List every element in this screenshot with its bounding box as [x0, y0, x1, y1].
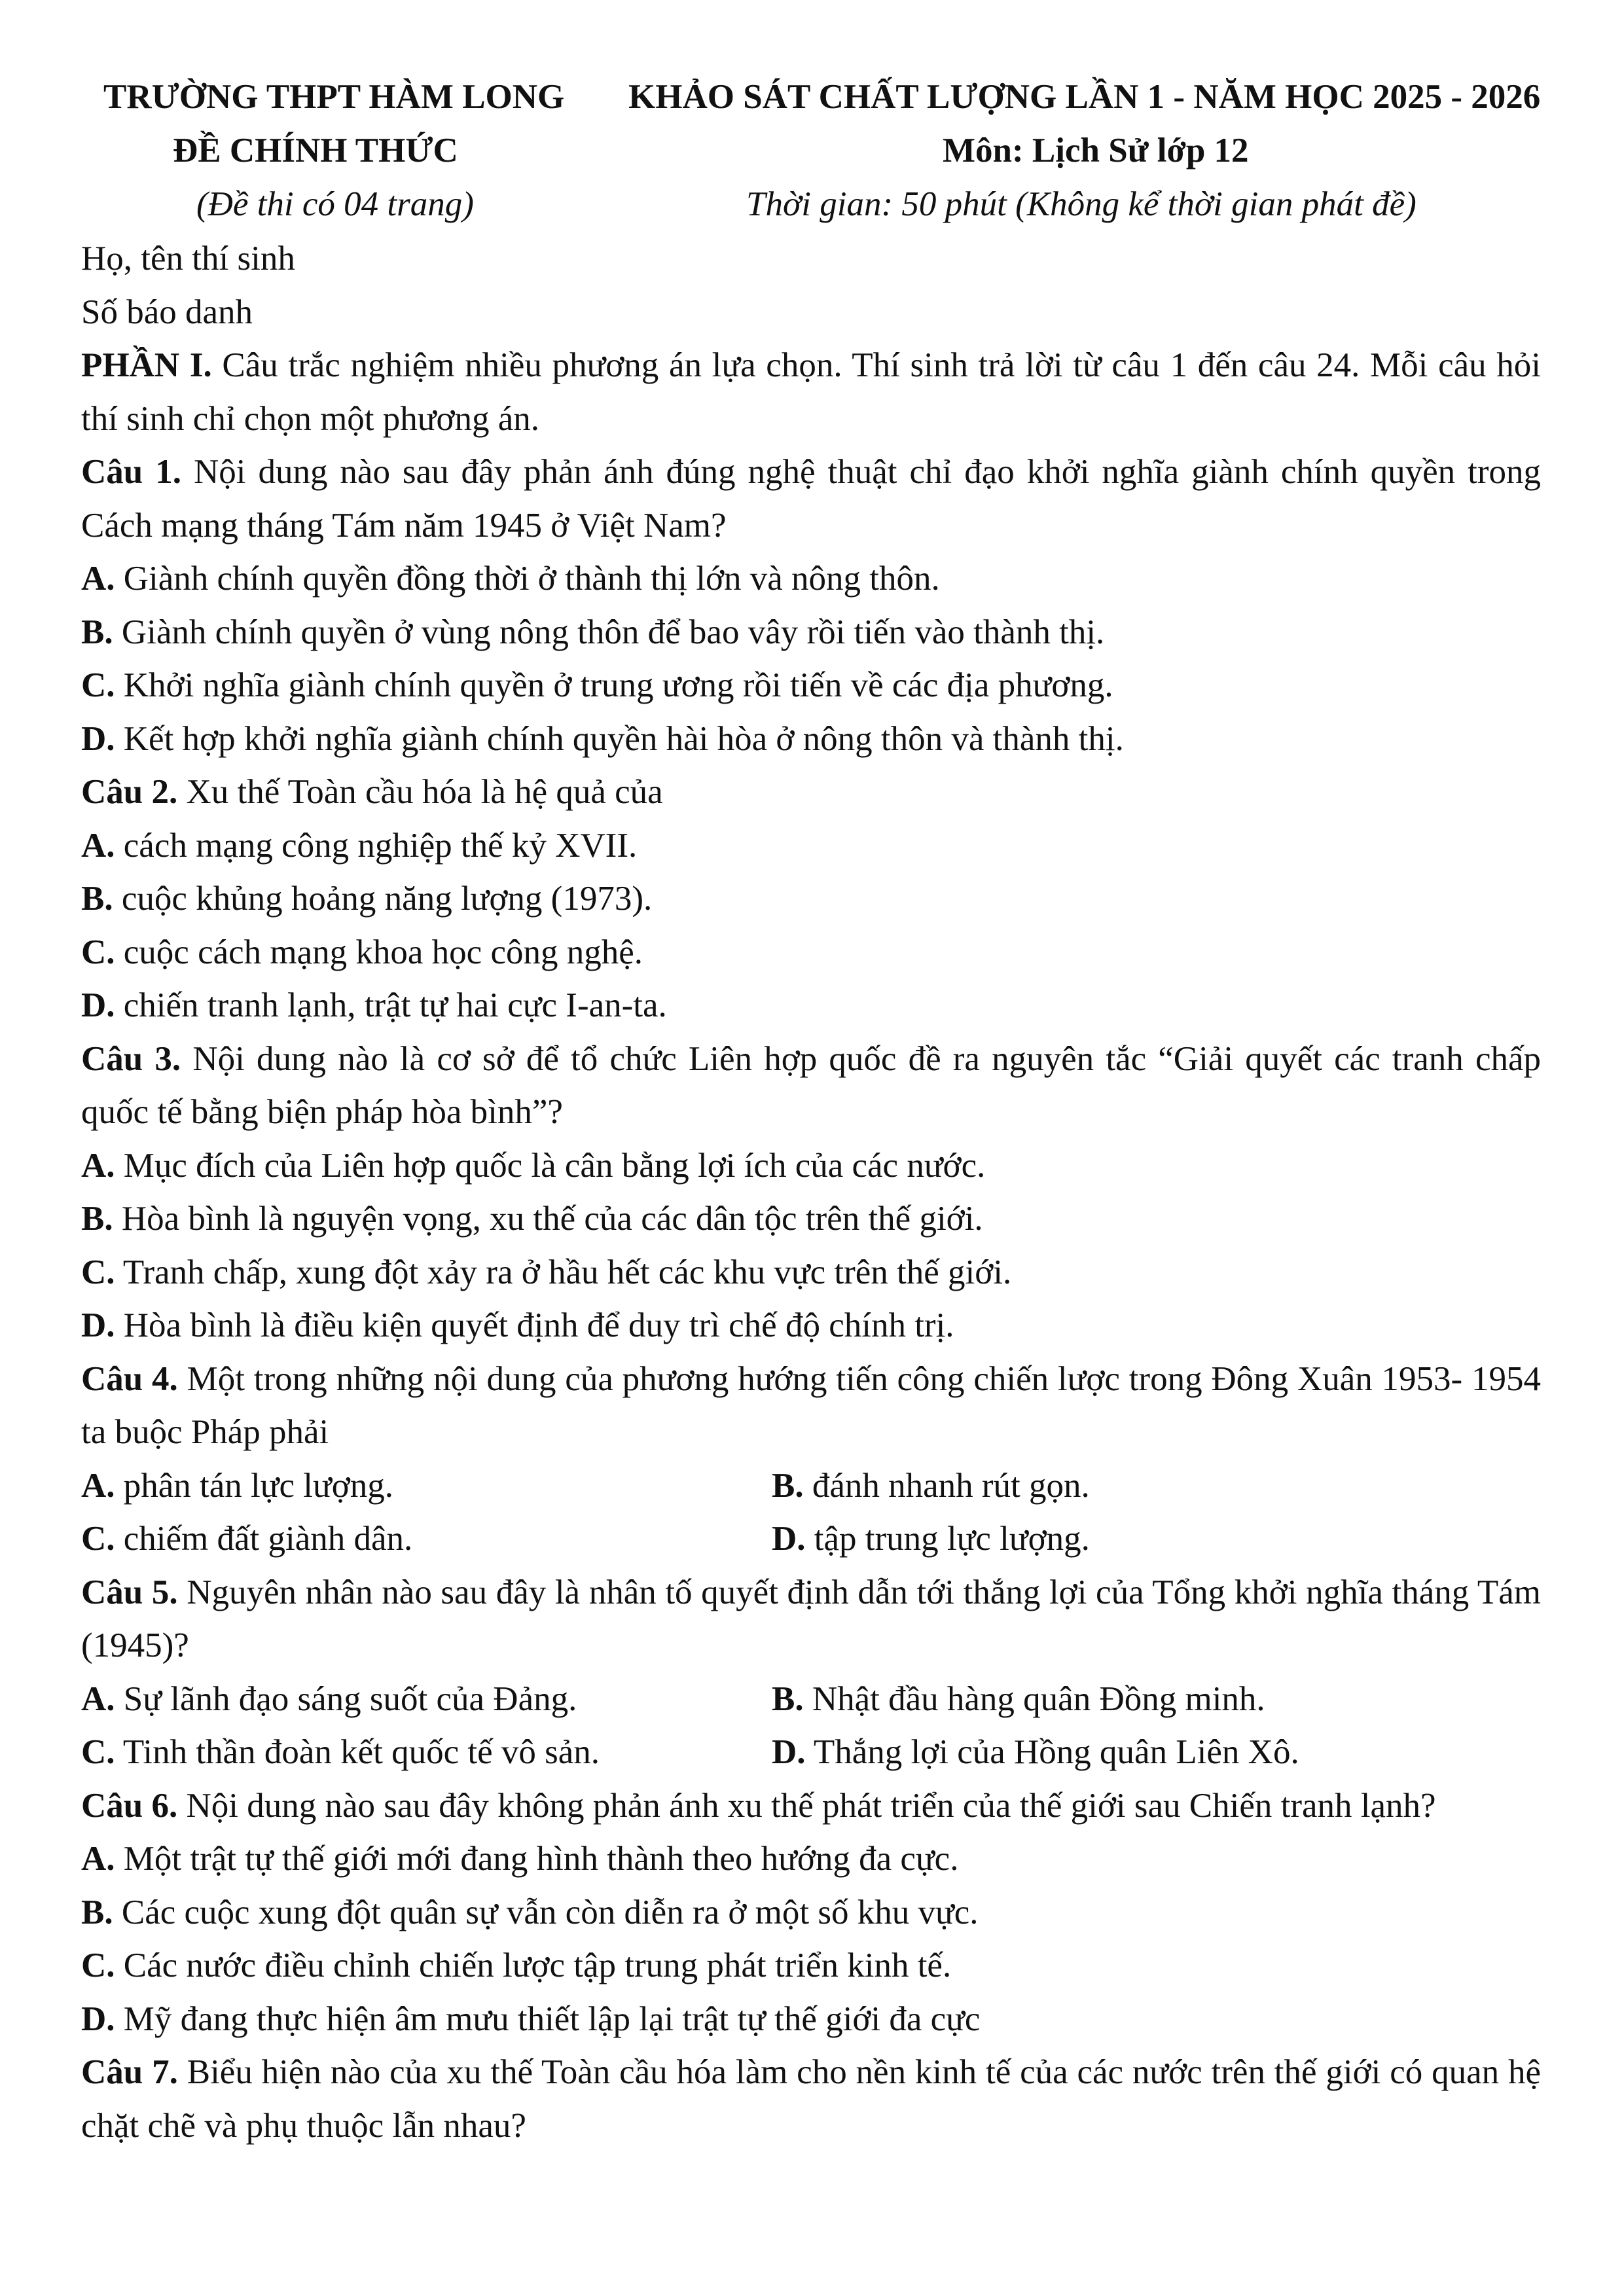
option-key: A. — [81, 560, 115, 598]
option-row — [81, 1673, 1541, 1727]
option-text: đánh nhanh rút gọn. — [812, 1466, 1090, 1505]
option-key: B. — [772, 1679, 804, 1718]
option-a — [81, 1460, 393, 1513]
option-text: cuộc khủng hoảng năng lượng (1973). — [121, 880, 653, 918]
option-a — [81, 1833, 1541, 1886]
option-key: C. — [81, 1733, 115, 1771]
option-text: chiếm đất giành dân. — [123, 1520, 413, 1558]
option-text: Hòa bình là điều kiện quyết định để duy trì chế độ chính trị. — [123, 1306, 954, 1344]
option-row — [81, 1726, 1541, 1780]
option-key: C. — [81, 1946, 115, 1984]
option-key: C. — [81, 933, 115, 971]
part1-label: PHẦN I. — [81, 346, 212, 384]
option-text: Giành chính quyền đồng thời ở thành thị lớn và nông thôn. — [123, 560, 940, 598]
question-text: Xu thế Toàn cầu hóa là hệ quả của — [186, 773, 663, 811]
option-c — [81, 926, 1541, 980]
option-b — [81, 872, 1541, 926]
option-key: A. — [81, 1146, 115, 1185]
question-label: Câu 4. — [81, 1359, 178, 1398]
option-b — [772, 1673, 1265, 1727]
option-a — [81, 1673, 577, 1727]
option-b — [81, 606, 1541, 660]
question-label: Câu 5. — [81, 1573, 178, 1611]
option-key: D. — [81, 719, 115, 758]
option-text: Nhật đầu hàng quân Đồng minh. — [812, 1679, 1265, 1718]
option-c — [81, 659, 1541, 713]
question-label: Câu 6. — [81, 1786, 178, 1825]
option-key: D. — [81, 1306, 115, 1344]
option-b — [81, 1886, 1541, 1940]
option-key: A. — [81, 1466, 115, 1505]
option-text: Hòa bình là nguyện vọng, xu thế của các dân tộc trên thế giới. — [121, 1200, 983, 1238]
option-text: phân tán lực lượng. — [123, 1466, 394, 1505]
option-text: Giành chính quyền ở vùng nông thôn để bao vây rồi tiến vào thành thị. — [121, 613, 1105, 651]
official-label: ĐỀ CHÍNH THỨC — [173, 132, 458, 170]
option-d — [81, 1299, 1541, 1353]
option-text: tập trung lực lượng. — [814, 1520, 1090, 1558]
question-label: Câu 2. — [81, 773, 178, 811]
question-text: Nội dung nào là cơ sở để tổ chức Liên hợp quốc đề ra nguyên tắc “Giải quyết các tranh chấp quốc tế bằng biện pháp hòa bình”? — [81, 1039, 1541, 1131]
candidate-name-label: Họ, tên thí sinh — [81, 240, 295, 278]
option-c — [81, 1513, 412, 1566]
option-key: A. — [81, 1679, 115, 1718]
option-key: D. — [81, 986, 115, 1024]
option-text: cuộc cách mạng khoa học công nghệ. — [123, 933, 643, 971]
exam-time: Thời gian: 50 phút (Không kể thời gian phát đề) — [746, 185, 1416, 223]
option-key: A. — [81, 826, 115, 865]
school-name: TRƯỜNG THPT HÀM LONG — [103, 78, 565, 116]
part1-instructions — [81, 339, 1541, 446]
option-d — [81, 1993, 1541, 2047]
subject-label: Môn: Lịch Sử lớp 12 — [943, 132, 1249, 170]
candidate-id-label: Số báo danh — [81, 293, 253, 331]
option-key: C. — [81, 1253, 115, 1291]
question-6 — [81, 1780, 1541, 1833]
option-text: chiến tranh lạnh, trật tự hai cực I-an-ta. — [123, 986, 667, 1024]
option-d — [81, 979, 1541, 1033]
option-text: Mục đích của Liên hợp quốc là cân bằng lợi ích của các nước. — [123, 1146, 986, 1185]
option-text: Tinh thần đoàn kết quốc tế vô sản. — [122, 1733, 600, 1771]
option-key: C. — [81, 666, 115, 704]
option-row — [81, 1460, 1541, 1513]
option-key: B. — [81, 1200, 113, 1238]
pages-note: (Đề thi có 04 trang) — [196, 185, 474, 223]
option-key: B. — [81, 1893, 113, 1931]
option-key: B. — [81, 880, 113, 918]
option-text: Các cuộc xung đột quân sự vẫn còn diễn ra ở một số khu vực. — [121, 1893, 979, 1931]
option-b — [772, 1460, 1090, 1513]
question-label: Câu 7. — [81, 2053, 178, 2091]
option-text: Kết hợp khởi nghĩa giành chính quyền hài hòa ở nông thôn và thành thị. — [123, 719, 1124, 758]
question-4 — [81, 1353, 1541, 1460]
question-7 — [81, 2046, 1541, 2153]
option-text: Các nước điều chỉnh chiến lược tập trung phát triển kinh tế. — [123, 1946, 952, 1984]
option-a — [81, 552, 1541, 606]
option-key: D. — [772, 1520, 806, 1558]
option-row — [81, 1513, 1541, 1566]
question-label: Câu 1. — [81, 453, 181, 491]
option-a — [81, 819, 1541, 873]
question-2 — [81, 766, 1541, 819]
option-text: Sự lãnh đạo sáng suốt của Đảng. — [123, 1679, 577, 1718]
question-5 — [81, 1566, 1541, 1673]
question-text: Một trong những nội dung của phương hướng tiến công chiến lược trong Đông Xuân 1953- 1954 ta buộc Pháp phải — [81, 1359, 1542, 1451]
option-d — [772, 1513, 1090, 1566]
option-d — [81, 713, 1541, 766]
exam-body — [81, 232, 1541, 2153]
option-c — [81, 1939, 1541, 1993]
option-b — [81, 1193, 1541, 1246]
option-key: B. — [772, 1466, 804, 1505]
option-text: Tranh chấp, xung đột xảy ra ở hầu hết các khu vực trên thế giới. — [122, 1253, 1012, 1291]
part1-text: Câu trắc nghiệm nhiều phương án lựa chọn. Thí sinh trả lời từ câu 1 đến câu 24. Mỗi câu hỏi thí sinh chỉ chọn một phương án. — [81, 346, 1542, 438]
option-key: C. — [81, 1520, 115, 1558]
option-key: A. — [81, 1840, 115, 1878]
exam-title: KHẢO SÁT CHẤT LƯỢNG LẦN 1 - NĂM HỌC 2025 - 2026 — [628, 78, 1541, 116]
option-d — [772, 1726, 1299, 1780]
option-text: cách mạng công nghiệp thế kỷ XVII. — [123, 826, 638, 865]
question-label: Câu 3. — [81, 1039, 181, 1078]
question-1 — [81, 446, 1541, 552]
question-3 — [81, 1033, 1541, 1139]
option-c — [81, 1246, 1541, 1300]
option-text: Một trật tự thế giới mới đang hình thành theo hướng đa cực. — [123, 1840, 959, 1878]
option-a — [81, 1139, 1541, 1193]
option-key: B. — [81, 613, 113, 651]
question-text: Biểu hiện nào của xu thế Toàn cầu hóa làm cho nền kinh tế của các nước trên thế giới có quan hệ chặt chẽ và phụ thuộc lẫn nhau? — [81, 2053, 1541, 2145]
option-text: Thắng lợi của Hồng quân Liên Xô. — [813, 1733, 1299, 1771]
option-key: D. — [772, 1733, 806, 1771]
question-text: Nguyên nhân nào sau đây là nhân tố quyết định dẫn tới thắng lợi của Tổng khởi nghĩa tháng Tám (1945)? — [81, 1573, 1541, 1664]
question-text: Nội dung nào sau đây phản ánh đúng nghệ thuật chỉ đạo khởi nghĩa giành chính quyền trong Cách mạng tháng Tám năm 1945 ở Việt Nam? — [81, 453, 1541, 545]
question-text: Nội dung nào sau đây không phản ánh xu thế phát triển của thế giới sau Chiến tranh lạnh? — [186, 1786, 1436, 1825]
option-text: Mỹ đang thực hiện âm mưu thiết lập lại trật tự thế giới đa cực — [123, 2000, 981, 2038]
option-key: D. — [81, 2000, 115, 2038]
option-c — [81, 1726, 600, 1780]
option-text: Khởi nghĩa giành chính quyền ở trung ương rồi tiến về các địa phương. — [123, 666, 1113, 704]
